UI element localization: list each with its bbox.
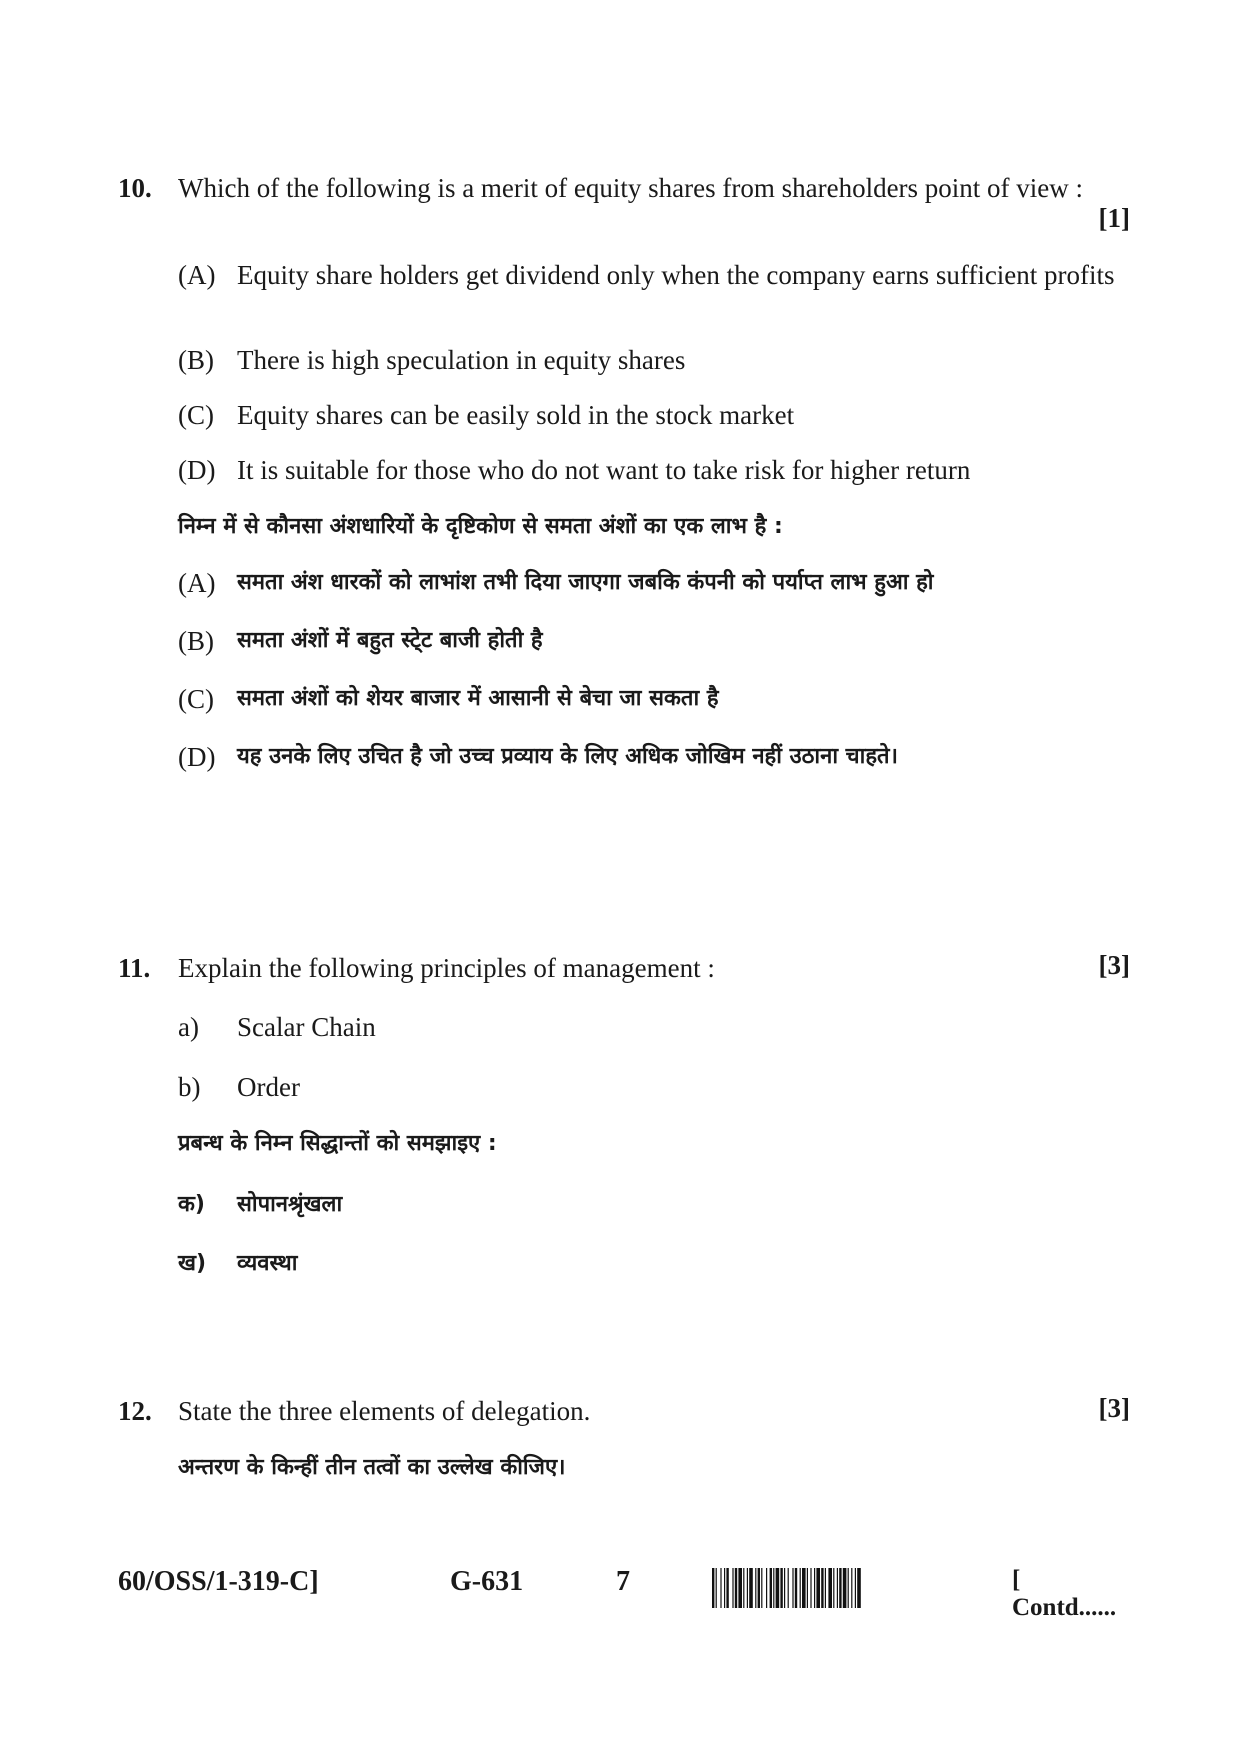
barcode-bar — [724, 1568, 725, 1608]
page-number: 7 — [616, 1566, 630, 1597]
barcode-bar — [816, 1568, 820, 1608]
page-footer — [118, 1566, 1130, 1621]
barcode-bar — [780, 1568, 782, 1608]
hindi-question: अन्तरण के किन्हीं तीन तत्वों का उल्लेख कीजिए। — [178, 1455, 566, 1480]
option-label: (C) — [178, 684, 214, 714]
marks: [3] — [1098, 1393, 1130, 1423]
barcode-bar — [726, 1568, 728, 1608]
barcode-bar — [848, 1568, 849, 1608]
hindi-question: प्रबन्ध के निम्न सिद्धान्तों को समझाइए : — [178, 1131, 497, 1156]
barcode-bar — [755, 1568, 756, 1608]
option-label: (D) — [178, 742, 216, 772]
option-text: सोपानश्रृंखला — [237, 1192, 343, 1217]
barcode-bar — [776, 1568, 780, 1608]
barcode-bar — [828, 1568, 832, 1608]
barcode-bar — [851, 1568, 852, 1608]
option-label: क) — [178, 1192, 205, 1217]
barcode-bar — [770, 1568, 772, 1608]
barcode-bar — [749, 1568, 753, 1608]
option-label: (B) — [178, 345, 214, 375]
option-text: Equity shares can be easily sold in the stock market — [237, 400, 795, 430]
barcode-bar — [821, 1568, 823, 1608]
barcode-bar — [825, 1568, 826, 1608]
barcode-bar — [747, 1568, 748, 1608]
option-text: यह उनके लिए उचित है जो उच्च प्रव्याय के लिए अधिक जोखिम नहीं उठाना चाहते। — [237, 744, 898, 769]
question-number: 11. — [118, 953, 151, 983]
barcode-bar — [773, 1568, 774, 1608]
option-text: समता अंशों को शेयर बाजार में आसानी से बेचा जा सकता है — [237, 686, 719, 711]
barcode-bar — [800, 1568, 801, 1608]
option-label: a) — [178, 1012, 199, 1042]
option-label: (D) — [178, 455, 216, 485]
barcode-bar — [788, 1568, 789, 1608]
question-number: 10. — [118, 173, 152, 203]
hindi-question: निम्न में से कौनसा अंशधारियों के दृष्टिकोण से समता अंशों का एक लाभ है : — [178, 514, 783, 539]
series-code: G-631 — [450, 1566, 524, 1597]
question-number: 12. — [118, 1396, 152, 1426]
option-label: (A) — [178, 260, 216, 290]
barcode-bar — [802, 1568, 806, 1608]
paper-code: 60/OSS/1-319-C] — [118, 1566, 319, 1597]
barcode-bar — [795, 1568, 797, 1608]
barcode-bar — [833, 1568, 834, 1608]
barcode-bar — [843, 1568, 847, 1608]
barcode — [712, 1568, 978, 1608]
barcode-bar — [720, 1568, 721, 1608]
barcode-bar — [810, 1568, 811, 1608]
barcode-bar — [784, 1568, 785, 1608]
barcode-bar — [814, 1568, 815, 1608]
question-text: Which of the following is a merit of equity shares from shareholders point of view : — [178, 173, 1084, 203]
option-text: व्यवस्था — [237, 1251, 298, 1276]
barcode-bar — [732, 1568, 733, 1608]
option-text: समता अंश धारकों को लाभांश तभी दिया जाएगा जबकि कंपनी को पर्याप्त लाभ हुआ हो — [237, 570, 934, 595]
barcode-bar — [837, 1568, 838, 1608]
barcode-bar — [716, 1568, 717, 1608]
option-text: Scalar Chain — [237, 1012, 376, 1042]
barcode-bar — [761, 1568, 762, 1608]
barcode-bar — [855, 1568, 856, 1608]
barcode-bar — [735, 1568, 737, 1608]
option-label: (C) — [178, 400, 214, 430]
option-label: (B) — [178, 626, 214, 656]
barcode-bar — [839, 1568, 841, 1608]
barcode-bar — [857, 1568, 861, 1608]
option-text: There is high speculation in equity shares — [237, 345, 686, 375]
question-text: State the three elements of delegation. — [178, 1396, 591, 1426]
option-label: ख) — [178, 1251, 207, 1276]
question-text: Explain the following principles of management : — [178, 953, 715, 983]
marks: [3] — [1098, 950, 1130, 980]
option-label: (A) — [178, 568, 216, 598]
barcode-bar — [743, 1568, 744, 1608]
barcode-bar — [712, 1568, 714, 1608]
option-text: It is suitable for those who do not want to take risk for higher return — [237, 455, 971, 485]
barcode-bar — [758, 1568, 760, 1608]
barcode-bar — [738, 1568, 742, 1608]
continued-label: [ Contd...... — [1012, 1566, 1117, 1621]
option-label: b) — [178, 1072, 201, 1102]
marks: [1] — [1098, 203, 1130, 233]
option-text: Order — [237, 1072, 300, 1102]
option-text: Equity share holders get dividend only when the company earns sufficient profits — [237, 260, 1115, 290]
barcode-bar — [766, 1568, 767, 1608]
barcode-bar — [807, 1568, 808, 1608]
barcode-bar — [792, 1568, 793, 1608]
option-text: समता अंशों में बहुत स्टे्ट बाजी होती है — [237, 628, 543, 653]
